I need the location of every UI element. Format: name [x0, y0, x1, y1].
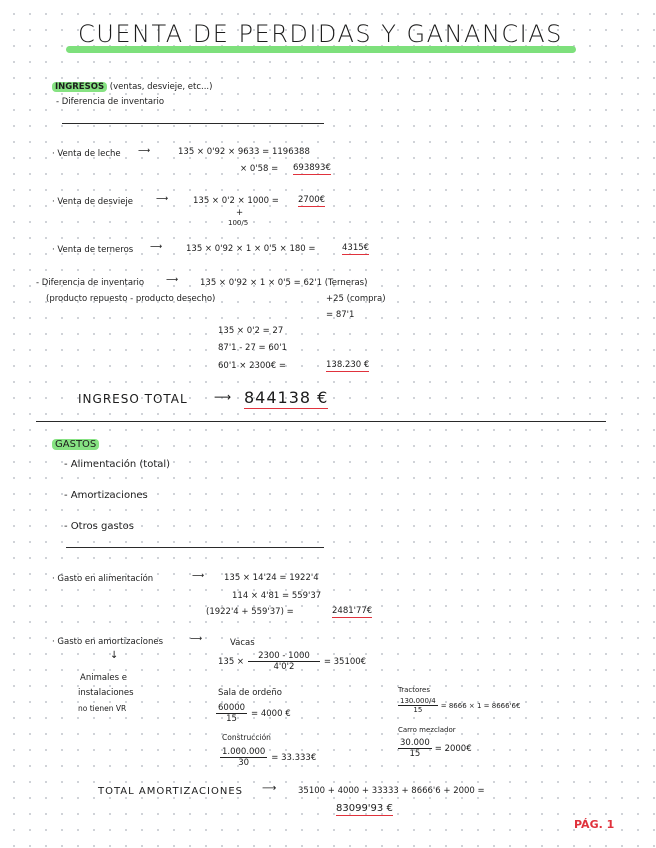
venta-terneros-label: · Venta de terneros	[52, 245, 134, 255]
gasto-alim-calc1: 135 × 14'24 = 1922'4	[224, 573, 319, 583]
venta-leche-mult: × 0'58 =	[240, 164, 279, 174]
amort-sub3: no tienen VR	[78, 704, 127, 713]
ingresos-heading-note: (ventas, desvieje, etc...)	[109, 82, 213, 92]
sala-fraction	[216, 703, 247, 724]
tractores-label: Tractores	[398, 686, 430, 694]
vacas-label: Vacas	[230, 638, 255, 648]
arrow-icon: ⟶	[262, 783, 277, 794]
venta-desvieje-label: · Venta de desvieje	[52, 197, 134, 207]
construccion-den: 30	[238, 758, 250, 768]
page-number: PÁG. 1	[574, 818, 615, 831]
sala-calc	[216, 703, 291, 724]
section-divider	[36, 421, 606, 422]
gastos-item-amortizaciones: - Amortizaciones	[64, 490, 148, 501]
diferencia-result: 138.230 €	[326, 360, 370, 370]
construccion-result: = 33.333€	[271, 752, 317, 763]
diferencia-line3: 60'1 × 2300€ =	[218, 361, 286, 371]
diferencia-label: - Diferencia de inventario	[36, 278, 145, 288]
arrow-icon: ⟶	[214, 390, 232, 404]
diferencia-line1: 135 × 0'2 = 27	[218, 326, 284, 336]
venta-leche-calc: 135 × 0'92 × 9633 = 1196388	[178, 147, 310, 157]
ingreso-total-label: INGRESO TOTAL	[78, 392, 188, 406]
gastos-heading-row	[52, 439, 99, 450]
vacas-fraction	[248, 651, 320, 672]
gasto-alim-result: 2481'77€	[332, 606, 373, 616]
sala-den: 15	[226, 714, 237, 724]
carro-den: 15	[409, 749, 421, 759]
diferencia-line2: 87'1 - 27 = 60'1	[218, 343, 287, 353]
arrow-icon: ⟶	[150, 242, 163, 252]
venta-leche-result: 693893€	[293, 163, 331, 173]
diferencia-calc: 135 × 0'92 × 1 × 0'5 = 62'1 (Terneras)	[200, 278, 368, 288]
diferencia-total: = 87'1	[326, 310, 355, 320]
diferencia-sub: (producto repuesto - producto desecho)	[46, 294, 216, 304]
divider	[62, 123, 324, 124]
tractores-result: = 8666 × 1 = 8666'6€	[440, 701, 521, 710]
ingresos-heading-row	[52, 82, 212, 92]
gasto-alim-calc2: 114 × 4'81 = 559'37	[232, 591, 322, 601]
venta-desvieje-result: 2700€	[298, 195, 326, 205]
gastos-item-alimentacion: - Alimentación (total)	[64, 459, 171, 470]
page-title: CUENTA DE PERDIDAS Y GANANCIAS	[78, 20, 563, 48]
total-amortizaciones-label: TOTAL AMORTIZACIONES	[98, 786, 243, 797]
arrow-icon: ⟶	[192, 571, 205, 581]
construccion-num: 1.000.000	[222, 747, 266, 757]
venta-terneros-calc: 135 × 0'92 × 1 × 0'5 × 180 =	[186, 244, 316, 254]
carro-result: = 2000€	[434, 743, 472, 754]
gasto-alim-calc3: (1922'4 + 559'37) =	[206, 607, 294, 617]
arrow-icon: ⟶	[190, 634, 203, 644]
total-amortizaciones-calc: 35100 + 4000 + 33333 + 8666'6 + 2000 =	[298, 786, 485, 796]
ingreso-total-value: 844138 €	[244, 388, 329, 407]
arrow-icon: ⟶	[138, 146, 151, 156]
gasto-amortizaciones-label: · Gasto en amortizaciones	[52, 637, 164, 647]
sala-num: 60000	[218, 703, 246, 713]
sala-result: = 4000 €	[251, 708, 291, 719]
vacas-num: 2300 - 1000	[248, 651, 320, 662]
ingresos-item-diferencia: - Diferencia de inventario	[56, 97, 165, 107]
gasto-alimentacion-label: · Gasto en alimentación	[52, 574, 154, 584]
vacas-result: = 35100€	[323, 656, 367, 667]
tractores-den: 15	[413, 706, 423, 714]
venta-terneros-result: 4315€	[342, 243, 370, 253]
construccion-label: Construcción	[222, 733, 271, 742]
venta-leche-label: · Venta de leche	[52, 149, 121, 159]
diferencia-compra: +25 (compra)	[326, 294, 386, 304]
gastos-item-otros: - Otros gastos	[64, 521, 134, 532]
desvieje-note-plus: +	[236, 208, 244, 218]
venta-desvieje-calc: 135 × 0'2 × 1000 =	[193, 196, 279, 206]
vacas-pre: 135 ×	[218, 656, 245, 667]
vacas-den: 4'0'2	[273, 662, 295, 672]
construccion-fraction	[220, 747, 267, 768]
arrow-icon: ⟶	[166, 275, 179, 285]
vacas-calc	[218, 651, 366, 672]
carro-num: 30.000	[400, 738, 430, 748]
amort-sub2: instalaciones	[78, 688, 134, 698]
gastos-heading: GASTOS	[52, 439, 99, 450]
arrow-icon: ⟶	[156, 194, 169, 204]
construccion-calc	[220, 747, 316, 768]
down-arrow-icon: ↓	[110, 650, 119, 661]
tractores-fraction	[398, 697, 438, 714]
desvieje-note: 100/5	[228, 219, 249, 227]
ingresos-heading: INGRESOS	[52, 82, 107, 92]
tractores-calc	[398, 697, 520, 714]
carro-calc	[398, 738, 472, 759]
tractores-num: 130.000/4	[400, 697, 436, 705]
carro-label: Carro mezclador	[398, 726, 456, 734]
sala-label: Sala de ordeño	[218, 688, 282, 698]
amort-sub1: Animales e	[80, 673, 128, 683]
divider	[66, 547, 324, 548]
total-amortizaciones-result: 83099'93 €	[336, 803, 393, 814]
carro-fraction	[398, 738, 432, 759]
